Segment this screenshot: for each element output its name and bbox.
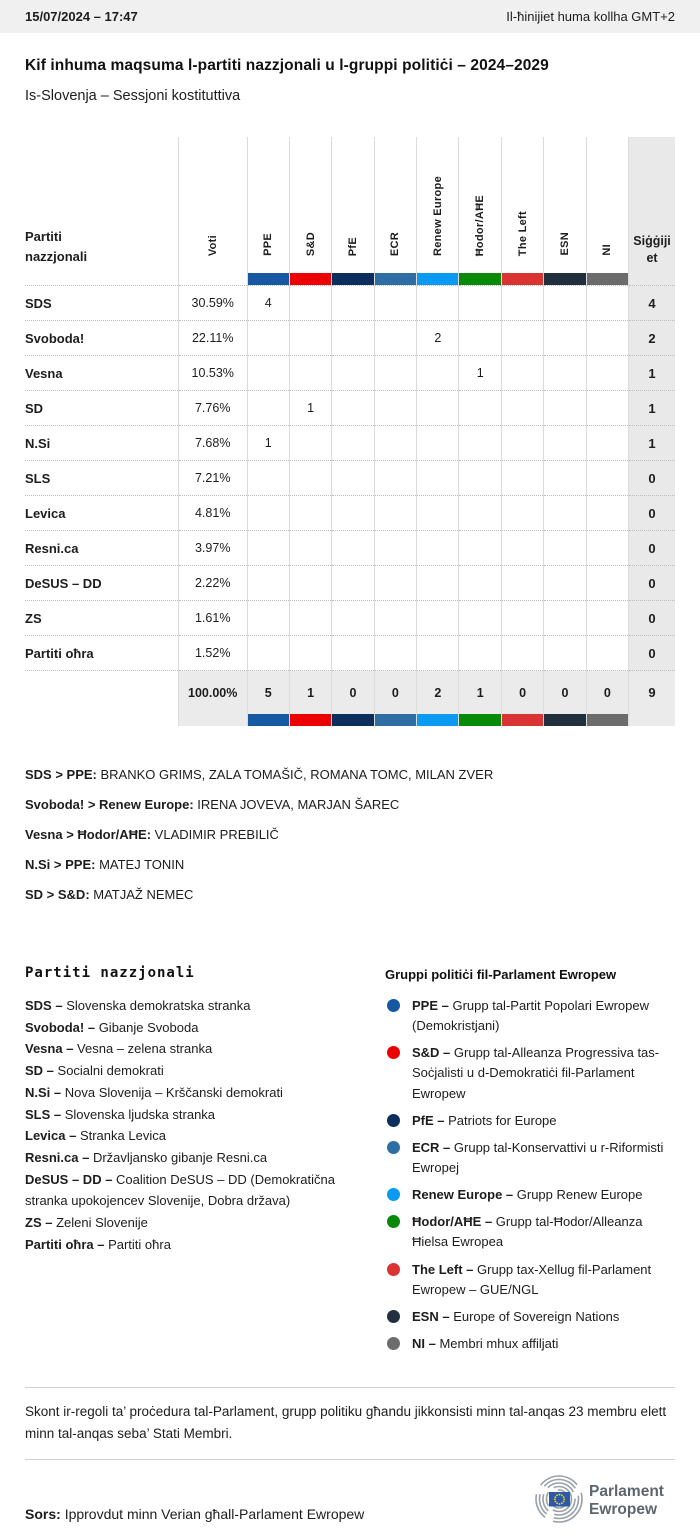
delegation-path: Vesna > Ħodor/AĦE:	[25, 827, 152, 842]
group-color-bar	[290, 714, 331, 726]
votes-cell: 10.53%	[178, 356, 247, 391]
group-legend-item	[385, 1043, 675, 1103]
table-row	[25, 636, 675, 671]
logo-text-line1: Parlament	[589, 1482, 664, 1500]
seat-cell	[586, 321, 628, 356]
ep-hemicycle-icon	[507, 1474, 675, 1524]
party-legend-item: Vesna – Vesna – zelena stranka	[25, 1041, 213, 1057]
seat-cell	[417, 461, 459, 496]
party-legend-item: SLS – Slovenska ljudska stranka	[25, 1106, 216, 1122]
total-seats-cell: 0	[629, 461, 675, 496]
seat-cell	[332, 566, 374, 601]
seat-cell	[501, 426, 543, 461]
seat-cell: 1	[459, 356, 501, 391]
divider	[25, 1459, 675, 1460]
seat-cell	[586, 496, 628, 531]
seat-cell	[332, 496, 374, 531]
table-head	[25, 137, 675, 286]
header-row	[25, 137, 675, 273]
source-label: Sors:	[25, 1505, 61, 1522]
table-row	[25, 426, 675, 461]
group-legend-item	[385, 1111, 675, 1131]
party-abbr: Levica –	[25, 1128, 77, 1144]
grand-total-cell: 9	[629, 671, 675, 715]
group-legend-item	[385, 1138, 675, 1178]
party-abbr: Resni.ca –	[25, 1149, 90, 1165]
delegation-path: Svoboda! > Renew Europe:	[25, 797, 194, 812]
party-abbr: N.Si –	[25, 1084, 62, 1100]
seat-cell	[289, 496, 331, 531]
party-cell: Svoboda!	[25, 321, 178, 356]
table-row	[25, 566, 675, 601]
group-color-bar	[587, 714, 628, 726]
table-row	[25, 531, 675, 566]
delegation-path: N.Si > PPE:	[25, 857, 96, 872]
seat-cell	[501, 391, 543, 426]
seat-cell	[544, 601, 586, 636]
seat-cell	[544, 496, 586, 531]
seat-cell	[586, 426, 628, 461]
group-abbr: Renew Europe –	[412, 1187, 514, 1203]
seat-cell	[501, 461, 543, 496]
table-row	[25, 356, 675, 391]
party-legend-item: DeSUS – DD – Coalition DeSUS – DD (Demokratična stranka upokojencev Slovenije, Dobra država)	[25, 1171, 335, 1209]
seat-cell	[374, 391, 416, 426]
seat-cell	[332, 391, 374, 426]
seat-cell	[374, 356, 416, 391]
group-legend-text: Ħodor/AĦE – Grupp tal-Ħodor/Alleanza Ħielsa Ewropea	[412, 1214, 643, 1250]
seat-cell	[459, 391, 501, 426]
seat-cell	[417, 566, 459, 601]
party-cell: DeSUS – DD	[25, 566, 178, 601]
seat-cell	[289, 636, 331, 671]
group-legend-text: NI – Membri mhux affiljati	[412, 1335, 559, 1351]
source-text: Sors: Ipprovdut minn Verian għall-Parlament Ewropew	[25, 1505, 365, 1522]
votes-cell: 7.76%	[178, 391, 247, 426]
party-cell: SDS	[25, 286, 178, 321]
seat-cell	[417, 286, 459, 321]
seat-cell	[501, 601, 543, 636]
seat-cell	[247, 391, 289, 426]
seat-cell	[289, 426, 331, 461]
table-body	[25, 286, 675, 671]
group-color-bar-row	[25, 273, 675, 286]
seats-col-header: Siġġijiet	[633, 234, 671, 266]
total-seat-cell: 5	[247, 671, 289, 715]
party-legend-item: Levica – Stranka Levica	[25, 1128, 166, 1144]
group-legend-text: Renew Europe – Grupp Renew Europe	[412, 1187, 643, 1203]
national-parties-legend-heading: Partiti nazzjonali	[25, 965, 195, 981]
seat-cell	[332, 531, 374, 566]
party-abbr: SLS –	[25, 1106, 62, 1122]
seat-cell	[247, 601, 289, 636]
seat-cell	[501, 496, 543, 531]
political-groups-legend	[385, 965, 675, 1361]
group-color-bar	[332, 273, 373, 285]
seat-cell	[247, 356, 289, 391]
group-legend-item	[385, 1260, 675, 1300]
table-row	[25, 286, 675, 321]
seat-cell	[247, 636, 289, 671]
total-seat-cell: 0	[332, 671, 374, 715]
delegation-path: SD > S&D:	[25, 887, 90, 902]
party-cell: Levica	[25, 496, 178, 531]
group-color-bar	[587, 273, 628, 285]
table-row	[25, 321, 675, 356]
party-abbr: SDS –	[25, 998, 63, 1013]
seat-cell	[501, 531, 543, 566]
group-color-bar	[417, 273, 458, 285]
group-legend-item	[385, 996, 675, 1036]
seat-cell	[332, 601, 374, 636]
table-row	[25, 391, 675, 426]
seat-cell	[459, 636, 501, 671]
total-seat-cell: 1	[459, 671, 501, 715]
total-seats-cell: 0	[629, 601, 675, 636]
total-seats-cell: 0	[629, 636, 675, 671]
group-color-bar	[375, 714, 416, 726]
seat-cell	[247, 531, 289, 566]
group-abbr: PfE –	[412, 1112, 445, 1128]
delegation-line: SDS > PPE: BRANKO GRIMS, ZALA TOMAŠIČ, ROMANA TOMC, MILAN ZVER	[25, 767, 494, 782]
votes-col-header: Voti	[206, 234, 219, 256]
group-legend-item	[385, 1185, 675, 1205]
group-legend-text: ECR – Grupp tal-Konservattivi u r-Riformisti Ewropej	[412, 1139, 664, 1175]
seat-cell: 1	[289, 391, 331, 426]
seat-cell	[289, 566, 331, 601]
total-seat-cell: 2	[417, 671, 459, 715]
seat-cell	[417, 426, 459, 461]
group-color-swatch	[387, 1114, 400, 1127]
seat-cell	[544, 426, 586, 461]
group-color-bar	[459, 273, 500, 285]
group-color-swatch	[387, 1188, 400, 1201]
party-abbr: ZS –	[25, 1215, 53, 1231]
party-legend-item: Svoboda! – Gibanje Svoboda	[25, 1019, 199, 1035]
seat-cell	[544, 566, 586, 601]
total-seat-cell: 0	[501, 671, 543, 715]
group-color-swatch	[387, 1141, 400, 1154]
group-color-bar	[248, 714, 289, 726]
delegation-line: Vesna > Ħodor/AĦE: VLADIMIR PREBILIČ	[25, 827, 279, 842]
group-color-bar	[417, 714, 458, 726]
national-parties-legend	[25, 965, 385, 1361]
group-color-bar	[544, 714, 585, 726]
votes-cell: 3.97%	[178, 531, 247, 566]
logo-text-line2: Ewropew	[589, 1500, 658, 1518]
delegations-list	[25, 766, 675, 903]
group-legend-text: S&D – Grupp tal-Alleanza Progressiva tas-Soċjalisti u d-Demokratiċi fil-Parlament Ewropew	[412, 1045, 660, 1101]
party-abbr: Partiti oħra –	[25, 1236, 105, 1252]
seat-cell	[544, 321, 586, 356]
political-groups-legend-heading: Gruppi politiċi fil-Parlament Ewropew	[385, 967, 617, 982]
party-legend-item: N.Si – Nova Slovenija – Krščanski demokrati	[25, 1084, 283, 1100]
seat-cell	[247, 496, 289, 531]
total-seats-cell: 0	[629, 531, 675, 566]
seat-cell	[417, 391, 459, 426]
seat-cell	[332, 286, 374, 321]
seat-cell	[374, 461, 416, 496]
table-row	[25, 496, 675, 531]
party-cell: Partiti oħra	[25, 636, 178, 671]
group-legend-text: The Left – Grupp tax-Xellug fil-Parlament Ewropew – GUE/NGL	[412, 1261, 652, 1297]
group-color-bar	[502, 273, 543, 285]
votes-cell: 7.21%	[178, 461, 247, 496]
total-seats-cell: 1	[629, 391, 675, 426]
timezone-note: Il-ħinijiet huma kollha GMT+2	[506, 9, 675, 24]
seat-cell	[417, 356, 459, 391]
party-abbr: Svoboda! –	[25, 1019, 96, 1035]
seat-cell	[247, 321, 289, 356]
national-parties-legend-list	[25, 995, 375, 1255]
group-color-bar	[459, 714, 500, 726]
group-color-swatch	[387, 1046, 400, 1059]
total-seats-cell: 2	[629, 321, 675, 356]
seat-cell	[544, 286, 586, 321]
group-legend-text: PfE – Patriots for Europe	[412, 1112, 557, 1128]
party-cell: Resni.ca	[25, 531, 178, 566]
party-legend-item: SDS – Slovenska demokratska stranka	[25, 998, 251, 1013]
group-legend-text: PPE – Grupp tal-Partit Popolari Ewropew (Demokristjani)	[412, 998, 650, 1034]
seat-cell	[374, 566, 416, 601]
seat-cell	[289, 321, 331, 356]
table-row	[25, 461, 675, 496]
party-legend-item: Resni.ca – Državljansko gibanje Resni.ca	[25, 1149, 268, 1165]
seat-cell	[459, 321, 501, 356]
total-row	[25, 671, 675, 715]
group-col-header: ECR	[389, 231, 402, 256]
party-cell: ZS	[25, 601, 178, 636]
seat-cell	[544, 636, 586, 671]
group-col-header: S&D	[304, 231, 317, 256]
group-color-bar	[375, 273, 416, 285]
total-seat-cell: 0	[586, 671, 628, 715]
group-color-bar	[332, 714, 373, 726]
group-color-bar	[502, 714, 543, 726]
group-col-header: PPE	[262, 233, 275, 256]
group-legend-text: ESN – Europe of Sovereign Nations	[412, 1308, 620, 1324]
votes-cell: 4.81%	[178, 496, 247, 531]
seat-cell	[289, 461, 331, 496]
seat-cell	[417, 531, 459, 566]
seat-cell	[459, 601, 501, 636]
seat-cell	[544, 391, 586, 426]
seat-cell	[332, 636, 374, 671]
group-abbr: ECR –	[412, 1139, 451, 1155]
seat-cell	[586, 566, 628, 601]
party-abbr: DeSUS – DD –	[25, 1171, 113, 1187]
table-row	[25, 601, 675, 636]
seat-cell	[374, 426, 416, 461]
party-legend-item: ZS – Zeleni Slovenije	[25, 1215, 148, 1231]
seat-cell	[586, 286, 628, 321]
group-abbr: Ħodor/AĦE –	[412, 1214, 493, 1230]
seat-cell	[501, 321, 543, 356]
group-col-header: NI	[601, 244, 614, 256]
seat-cell	[586, 461, 628, 496]
total-seats-cell: 1	[629, 426, 675, 461]
party-legend-item: Partiti oħra – Partiti oħra	[25, 1236, 171, 1252]
seat-cell	[289, 601, 331, 636]
total-seats-cell: 4	[629, 286, 675, 321]
page-subtitle: Is-Slovenja – Sessjoni kostituttiva	[25, 88, 241, 104]
group-abbr: S&D –	[412, 1045, 451, 1061]
seat-cell	[544, 356, 586, 391]
group-color-swatch	[387, 1337, 400, 1350]
group-abbr: The Left –	[412, 1261, 474, 1277]
group-col-header: Ħodor/AĦE	[474, 194, 487, 256]
total-seats-cell: 1	[629, 356, 675, 391]
divider	[25, 1387, 675, 1388]
seat-cell	[289, 286, 331, 321]
party-cell: SLS	[25, 461, 178, 496]
seat-cell	[459, 531, 501, 566]
group-legend-item	[385, 1212, 675, 1252]
votes-cell: 30.59%	[178, 286, 247, 321]
main-content	[0, 57, 700, 1540]
seat-cell	[374, 496, 416, 531]
votes-cell: 7.68%	[178, 426, 247, 461]
total-seat-cell: 0	[544, 671, 586, 715]
timestamp: 15/07/2024 – 17:47	[25, 9, 138, 24]
seat-cell	[374, 321, 416, 356]
votes-cell: 1.61%	[178, 601, 247, 636]
total-votes-cell: 100.00%	[178, 671, 247, 715]
seat-cell	[332, 461, 374, 496]
group-abbr: PPE –	[412, 998, 449, 1013]
votes-cell: 22.11%	[178, 321, 247, 356]
seat-cell: 1	[247, 426, 289, 461]
total-seat-cell: 1	[289, 671, 331, 715]
seat-cell	[374, 601, 416, 636]
seat-cell	[586, 356, 628, 391]
seat-cell	[586, 391, 628, 426]
group-color-bar	[290, 273, 331, 285]
seat-cell	[586, 601, 628, 636]
group-col-header: Renew Europe	[431, 175, 444, 256]
seat-cell	[459, 566, 501, 601]
party-cell: Vesna	[25, 356, 178, 391]
header-bar	[0, 0, 700, 33]
delegation-line: SD > S&D: MATJAŽ NEMEC	[25, 887, 194, 902]
seat-cell	[417, 496, 459, 531]
seat-cell	[332, 426, 374, 461]
political-groups-legend-list	[385, 996, 675, 1354]
party-cell	[25, 671, 178, 715]
party-cell: N.Si	[25, 426, 178, 461]
seat-cell	[501, 566, 543, 601]
group-color-bar	[544, 273, 585, 285]
seat-cell	[417, 636, 459, 671]
party-col-header: Partiti nazzjonali	[25, 228, 88, 264]
total-color-bar-row	[25, 714, 675, 726]
seat-cell	[247, 461, 289, 496]
seat-cell	[544, 461, 586, 496]
legends-section	[25, 965, 675, 1361]
seat-cell	[417, 601, 459, 636]
group-col-header: ESN	[558, 232, 571, 256]
group-abbr: ESN –	[412, 1308, 450, 1324]
party-abbr: Vesna –	[25, 1041, 74, 1057]
seat-cell	[374, 531, 416, 566]
seat-cell	[459, 426, 501, 461]
seat-cell	[586, 531, 628, 566]
group-color-bar	[248, 273, 289, 285]
delegation-path: SDS > PPE:	[25, 767, 97, 782]
seat-cell	[374, 286, 416, 321]
seat-cell	[501, 356, 543, 391]
table-foot	[25, 671, 675, 727]
party-abbr: SD –	[25, 1063, 54, 1079]
total-seats-cell: 0	[629, 566, 675, 601]
group-color-swatch	[387, 999, 400, 1012]
total-seats-cell: 0	[629, 496, 675, 531]
seat-cell	[501, 636, 543, 671]
seat-cell	[544, 531, 586, 566]
seat-cell	[586, 636, 628, 671]
group-col-header: The Left	[516, 210, 529, 256]
votes-cell: 2.22%	[178, 566, 247, 601]
seat-cell	[247, 566, 289, 601]
group-abbr: NI –	[412, 1335, 436, 1351]
seat-cell	[374, 636, 416, 671]
seat-cell	[459, 461, 501, 496]
seat-cell	[459, 496, 501, 531]
seat-cell	[289, 356, 331, 391]
party-cell: SD	[25, 391, 178, 426]
seat-cell	[332, 356, 374, 391]
group-col-header: PfE	[347, 236, 359, 256]
group-color-swatch	[387, 1215, 400, 1228]
results-table	[25, 137, 675, 726]
delegation-line: N.Si > PPE: MATEJ TONIN	[25, 857, 185, 872]
seat-cell	[459, 286, 501, 321]
seat-cell: 4	[247, 286, 289, 321]
seat-cell	[501, 286, 543, 321]
delegation-line: Svoboda! > Renew Europe: IRENA JOVEVA, MARJAN ŠAREC	[25, 797, 400, 812]
parlament-ewropew-logo	[507, 1474, 675, 1524]
group-color-swatch	[387, 1263, 400, 1276]
group-legend-item	[385, 1307, 675, 1327]
party-legend-item: SD – Socialni demokrati	[25, 1063, 164, 1079]
total-seat-cell: 0	[374, 671, 416, 715]
seat-cell	[332, 321, 374, 356]
group-color-swatch	[387, 1310, 400, 1323]
footnote-text: Skont ir-regoli ta’ proċedura tal-Parlament, grupp politiku għandu jikkonsisti minn tal-anqas 23 membru elett minn tal-anqas seba’ Stati Membri.	[25, 1404, 667, 1442]
seat-cell: 2	[417, 321, 459, 356]
votes-cell: 1.52%	[178, 636, 247, 671]
page-title: Kif inhuma maqsuma l-partiti nazzjonali u l-gruppi politiċi – 2024–2029	[25, 57, 549, 74]
group-legend-item	[385, 1334, 675, 1354]
source-row	[25, 1474, 675, 1540]
seat-cell	[289, 531, 331, 566]
